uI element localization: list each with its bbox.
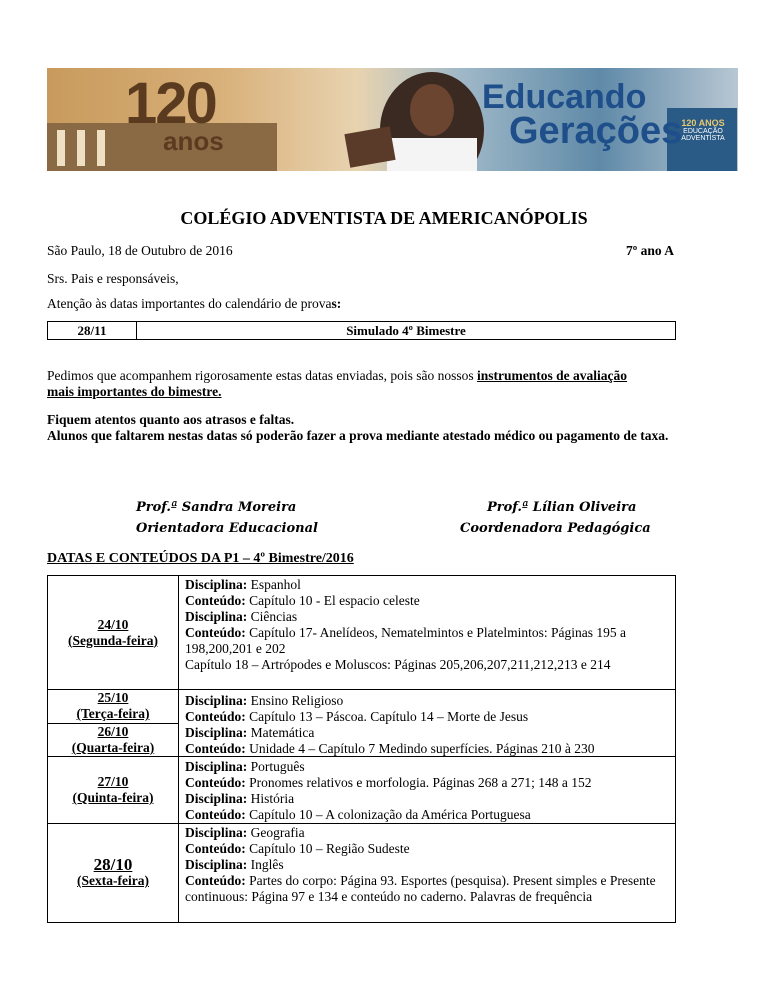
discipline-label: Disciplina: [185,693,248,708]
exam-weekday: (Segunda-feira) [68,632,158,648]
discipline-label: Disciplina: [185,825,248,840]
exam-weekday: (Quinta-feira) [72,790,154,805]
attention-text: Atenção às datas importantes do calendário de prova [47,296,332,311]
date-cell [48,757,179,823]
exam-date: 27/10 [97,774,129,789]
content-label: Conteúdo: [185,841,246,856]
header-banner [47,68,738,171]
date-subcell [77,690,150,723]
content-value: Pronomes relativos e morfologia. Páginas 268 a 271; 148 a 152 [245,775,592,790]
discipline-value: Inglês [247,857,284,872]
discipline-label: Disciplina: [185,725,248,740]
signature-right-role: Coordenadora Pedagógica [460,521,651,536]
simulado-table [47,321,676,340]
discipline-value: Ciências [247,609,298,624]
class-label: 7º ano A [626,243,674,258]
content-label: Conteúdo: [185,741,246,756]
content-value: Capítulo 10 - El espacio celeste [245,593,420,608]
content-value: Capítulo 10 – A colonização da América Portuguesa [245,807,531,822]
exam-weekday: (Terça-feira) [76,706,150,722]
notice-text: Pedimos que acompanhem rigorosamente estas datas enviadas, pois são nossos [47,368,478,383]
signature-left-role: Orientadora Educacional [136,521,318,536]
discipline-label: Disciplina: [185,609,248,624]
notice-emphasis-1: instrumentos de avaliação [477,368,628,383]
content-label: Conteúdo: [185,593,246,608]
attention-line [47,296,341,312]
discipline-label: Disciplina: [185,857,248,872]
notice-emphasis-2: mais importantes do bimestre. [47,384,222,399]
exam-date: 24/10 [97,616,129,632]
discipline-label: Disciplina: [185,577,248,592]
table-row [48,689,675,756]
schedule-table [47,575,676,923]
content-extra: Capítulo 18 – Artrópodes e Moluscos: Páginas 205,206,207,211,212,213 e 214 [185,657,611,672]
discipline-label: Disciplina: [185,759,248,774]
discipline-value: Português [247,759,305,774]
content-cell [179,690,675,756]
content-label: Conteúdo: [185,625,246,640]
exam-date: 28/10 [93,855,133,874]
banner-slogan-line2: Gerações [509,110,683,152]
exam-date: 26/10 [97,723,129,739]
banner-years-number: 120 [125,71,216,136]
banner-slogan-line1: Educando [482,78,647,116]
content-cell [179,824,675,922]
notice-delays: Fiquem atentos quanto aos atrasos e faltas. [47,412,295,427]
notice-paragraph [47,368,727,400]
content-value: Capítulo 10 – Região Sudeste [245,841,410,856]
signature-left-name: Prof.ª Sandra Moreira [136,500,297,515]
exam-weekday: (Sexta-feira) [77,873,149,888]
content-cell [179,757,675,823]
exam-date: 25/10 [97,690,129,706]
simulado-date: 28/11 [48,322,137,339]
school-title: COLÉGIO ADVENTISTA DE AMERICANÓPOLIS [180,208,588,228]
date-cell [48,690,179,756]
banner-seal [675,118,731,166]
content-label: Conteúdo: [185,775,246,790]
attention-suffix: s: [331,296,342,311]
date-subcell [48,723,178,757]
content-cell [179,576,675,689]
section-title: DATAS E CONTEÚDOS DA P1 – 4º Bimestre/2016 [47,551,354,566]
table-row [48,823,675,922]
greeting: Srs. Pais e responsáveis, [47,271,179,286]
discipline-value: Geografia [247,825,305,840]
content-value: Partes do corpo: Página 93. Esportes (pesquisa). Present simples e Presente continuous: Página 97 e 134 e conteúdo no caderno. Palavras de frequência [185,873,656,904]
content-label: Conteúdo: [185,873,246,888]
discipline-value: História [247,791,295,806]
content-label: Conteúdo: [185,807,246,822]
discipline-value: Matemática [247,725,315,740]
discipline-value: Ensino Religioso [247,693,344,708]
date-cell [48,576,179,689]
signature-right-name: Prof.ª Lílian Oliveira [487,500,637,515]
table-row [48,576,675,689]
banner-years-word: anos [163,126,224,156]
discipline-value: Espanhol [247,577,301,592]
simulado-label: Simulado 4º Bimestre [346,323,466,338]
table-row [48,756,675,823]
discipline-label: Disciplina: [185,791,248,806]
notice-absence: Alunos que faltarem nestas datas só poderão fazer a prova mediante atestado médico ou pagamento de taxa. [47,428,669,443]
seal-top-text: 120 ANOS [681,118,725,128]
content-value: Capítulo 13 – Páscoa. Capítulo 14 – Morte de Jesus [245,709,529,724]
seal-bottom-text: EDUCAÇÃO ADVENTISTA [681,128,725,142]
content-value: Capítulo 17- Anelídeos, Nematelmintos e Platelmintos: Páginas 195 a 198,200,201 e 202 [185,625,626,656]
content-value: Unidade 4 – Capítulo 7 Medindo superfícies. Páginas 210 à 230 [245,741,595,756]
content-label: Conteúdo: [185,709,246,724]
date-line: São Paulo, 18 de Outubro de 2016 [47,243,233,258]
exam-weekday: (Quarta-feira) [71,739,155,755]
date-cell [48,824,179,922]
